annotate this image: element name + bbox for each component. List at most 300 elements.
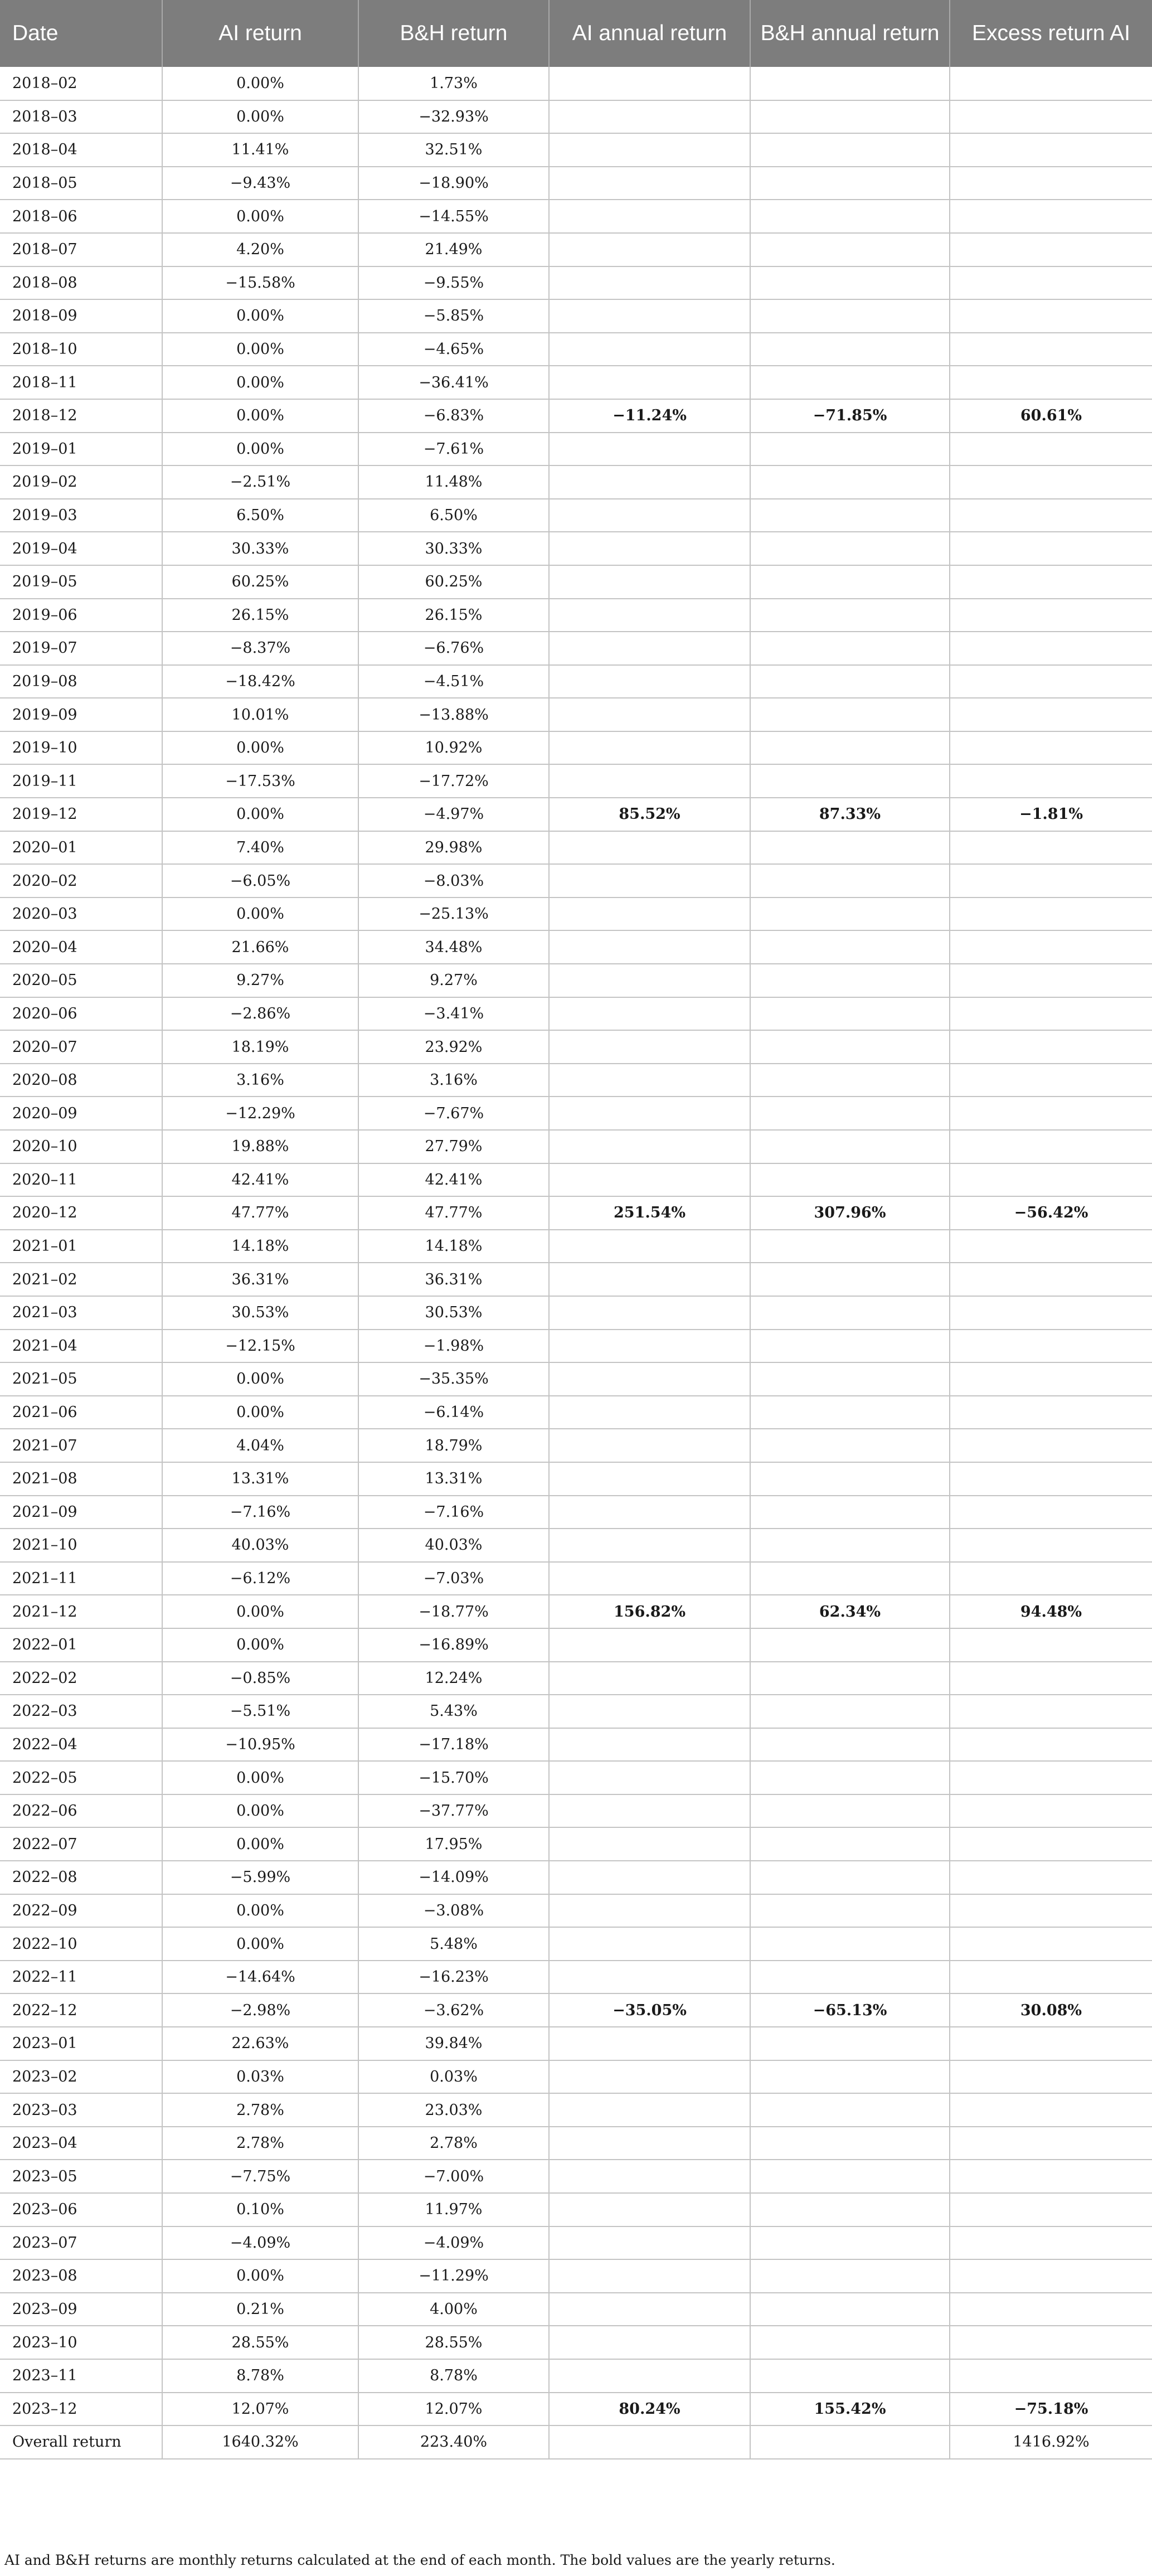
- cell-ai-annual-return: [549, 1695, 750, 1728]
- table-row: [0, 1097, 1152, 1130]
- cell-ai-annual-return: [549, 2326, 750, 2359]
- cell-bh-return: 13.31%: [358, 1462, 549, 1496]
- table-row: [0, 2127, 1152, 2160]
- cell-ai-return: 11.41%: [162, 133, 358, 167]
- cell-excess-return-ai: [950, 831, 1152, 865]
- cell-bh-annual-return: [750, 465, 950, 499]
- table-row: [0, 2226, 1152, 2260]
- cell-bh-return: −37.77%: [358, 1794, 549, 1828]
- cell-ai-return: −7.16%: [162, 1496, 358, 1529]
- cell-ai-annual-return: [549, 930, 750, 964]
- cell-bh-annual-return: [750, 898, 950, 931]
- cell-bh-annual-return: [750, 2127, 950, 2160]
- table-row: [0, 1130, 1152, 1163]
- cell-date: 2021–01: [0, 1230, 162, 1263]
- table-row: [0, 1894, 1152, 1928]
- cell-ai-annual-return: [549, 1761, 750, 1794]
- cell-ai-annual-return: [549, 1894, 750, 1928]
- cell-ai-annual-return: [549, 565, 750, 599]
- cell-excess-return-ai: [950, 864, 1152, 898]
- cell-excess-return-ai: [950, 2027, 1152, 2060]
- cell-excess-return-ai: [950, 1662, 1152, 1695]
- cell-bh-annual-return: [750, 2425, 950, 2459]
- cell-date: 2023–12: [0, 2393, 162, 2426]
- cell-ai-annual-return: [549, 100, 750, 134]
- cell-date: 2020–11: [0, 1163, 162, 1197]
- table-row: [0, 764, 1152, 798]
- table-row: [0, 1196, 1152, 1230]
- cell-bh-annual-return: [750, 964, 950, 997]
- cell-ai-annual-return: [549, 1230, 750, 1263]
- cell-excess-return-ai: [950, 1362, 1152, 1396]
- cell-date: 2018–03: [0, 100, 162, 134]
- cell-ai-return: 18.19%: [162, 1030, 358, 1064]
- cell-excess-return-ai: [950, 764, 1152, 798]
- table-header: [0, 0, 1152, 67]
- cell-bh-return: 29.98%: [358, 831, 549, 865]
- cell-ai-return: 8.78%: [162, 2359, 358, 2393]
- table-row: [0, 1330, 1152, 1363]
- cell-date: 2022–10: [0, 1927, 162, 1961]
- header-row: [0, 0, 1152, 67]
- cell-excess-return-ai: [950, 333, 1152, 366]
- cell-bh-return: −18.77%: [358, 1595, 549, 1628]
- cell-bh-annual-return: [750, 67, 950, 100]
- cell-ai-annual-return: [549, 964, 750, 997]
- cell-bh-return: −6.83%: [358, 399, 549, 433]
- table-row: [0, 798, 1152, 831]
- cell-ai-return: 0.00%: [162, 299, 358, 333]
- cell-excess-return-ai: [950, 1761, 1152, 1794]
- cell-ai-annual-return: [549, 167, 750, 200]
- cell-bh-annual-return: [750, 133, 950, 167]
- cell-ai-annual-return: [549, 2226, 750, 2260]
- cell-date: 2021–07: [0, 1429, 162, 1462]
- cell-excess-return-ai: [950, 665, 1152, 698]
- cell-bh-return: −5.85%: [358, 299, 549, 333]
- table-row: [0, 1362, 1152, 1396]
- cell-ai-annual-return: [549, 499, 750, 532]
- cell-bh-return: −7.61%: [358, 433, 549, 466]
- cell-ai-annual-return: [549, 2359, 750, 2393]
- cell-excess-return-ai: [950, 1097, 1152, 1130]
- cell-date: 2020–08: [0, 1064, 162, 1097]
- cell-bh-return: 12.24%: [358, 1662, 549, 1695]
- cell-ai-return: 0.00%: [162, 200, 358, 233]
- cell-bh-return: 21.49%: [358, 233, 549, 266]
- cell-ai-annual-return: [549, 1728, 750, 1762]
- cell-bh-annual-return: [750, 1362, 950, 1396]
- cell-bh-return: 39.84%: [358, 2027, 549, 2060]
- cell-bh-return: 11.97%: [358, 2193, 549, 2226]
- cell-ai-annual-return: [549, 997, 750, 1031]
- cell-bh-annual-return: [750, 2326, 950, 2359]
- cell-ai-return: 10.01%: [162, 698, 358, 731]
- cell-date: 2019–09: [0, 698, 162, 731]
- cell-date: 2020–09: [0, 1097, 162, 1130]
- cell-ai-return: 28.55%: [162, 2326, 358, 2359]
- cell-date: 2021–03: [0, 1296, 162, 1330]
- cell-bh-return: 42.41%: [358, 1163, 549, 1197]
- cell-bh-annual-return: [750, 532, 950, 565]
- header-ai-return: AI return: [162, 0, 358, 67]
- table-row: [0, 2293, 1152, 2326]
- cell-ai-annual-return: 156.82%: [549, 1595, 750, 1628]
- table-row: [0, 299, 1152, 333]
- cell-excess-return-ai: [950, 2259, 1152, 2293]
- cell-bh-return: 17.95%: [358, 1827, 549, 1861]
- cell-ai-return: 0.00%: [162, 898, 358, 931]
- cell-ai-annual-return: [549, 1529, 750, 1562]
- cell-ai-annual-return: [549, 1794, 750, 1828]
- cell-excess-return-ai: [950, 1794, 1152, 1828]
- cell-ai-annual-return: [549, 433, 750, 466]
- cell-excess-return-ai: [950, 632, 1152, 665]
- cell-bh-return: −7.16%: [358, 1496, 549, 1529]
- cell-ai-return: 36.31%: [162, 1263, 358, 1296]
- cell-date: 2019–06: [0, 599, 162, 632]
- cell-date: 2018–04: [0, 133, 162, 167]
- table-row: [0, 333, 1152, 366]
- cell-bh-return: 30.53%: [358, 1296, 549, 1330]
- cell-ai-return: 0.00%: [162, 798, 358, 831]
- cell-excess-return-ai: [950, 1462, 1152, 1496]
- cell-excess-return-ai: [950, 67, 1152, 100]
- cell-bh-return: 223.40%: [358, 2425, 549, 2459]
- cell-bh-return: −6.14%: [358, 1396, 549, 1429]
- cell-excess-return-ai: 60.61%: [950, 399, 1152, 433]
- cell-ai-return: 0.00%: [162, 433, 358, 466]
- cell-ai-return: 9.27%: [162, 964, 358, 997]
- table-row: [0, 1296, 1152, 1330]
- cell-ai-annual-return: [549, 1462, 750, 1496]
- cell-bh-return: 40.03%: [358, 1529, 549, 1562]
- cell-ai-return: 0.00%: [162, 399, 358, 433]
- cell-date: 2020–01: [0, 831, 162, 865]
- cell-excess-return-ai: [950, 1429, 1152, 1462]
- cell-date: 2018–06: [0, 200, 162, 233]
- cell-ai-annual-return: [549, 1030, 750, 1064]
- cell-ai-annual-return: [549, 599, 750, 632]
- cell-bh-return: −1.98%: [358, 1330, 549, 1363]
- cell-ai-return: −17.53%: [162, 764, 358, 798]
- cell-excess-return-ai: [950, 2160, 1152, 2193]
- cell-date: 2019–12: [0, 798, 162, 831]
- cell-ai-return: 0.00%: [162, 1628, 358, 1662]
- cell-ai-return: −12.29%: [162, 1097, 358, 1130]
- cell-date: 2021–12: [0, 1595, 162, 1628]
- cell-ai-return: 0.00%: [162, 1396, 358, 1429]
- cell-date: 2023–04: [0, 2127, 162, 2160]
- cell-bh-annual-return: [750, 1662, 950, 1695]
- cell-ai-annual-return: [549, 1396, 750, 1429]
- cell-bh-annual-return: [750, 2060, 950, 2094]
- cell-ai-return: −6.12%: [162, 1562, 358, 1595]
- cell-bh-return: −14.55%: [358, 200, 549, 233]
- cell-excess-return-ai: [950, 200, 1152, 233]
- cell-excess-return-ai: [950, 433, 1152, 466]
- cell-excess-return-ai: [950, 1163, 1152, 1197]
- cell-bh-return: −4.51%: [358, 665, 549, 698]
- cell-bh-annual-return: [750, 167, 950, 200]
- cell-bh-annual-return: [750, 1927, 950, 1961]
- cell-ai-annual-return: [549, 1628, 750, 1662]
- cell-ai-annual-return: [549, 1263, 750, 1296]
- table-row: [0, 1595, 1152, 1628]
- cell-bh-annual-return: [750, 764, 950, 798]
- cell-date: 2023–11: [0, 2359, 162, 2393]
- cell-bh-annual-return: [750, 1296, 950, 1330]
- cell-ai-annual-return: [549, 2193, 750, 2226]
- cell-date: 2018–10: [0, 333, 162, 366]
- cell-bh-annual-return: [750, 1562, 950, 1595]
- cell-bh-return: −14.09%: [358, 1861, 549, 1894]
- cell-date: 2022–03: [0, 1695, 162, 1728]
- cell-excess-return-ai: [950, 366, 1152, 399]
- cell-date: Overall return: [0, 2425, 162, 2459]
- cell-date: 2019–11: [0, 764, 162, 798]
- table-row: [0, 2425, 1152, 2459]
- cell-bh-annual-return: [750, 665, 950, 698]
- cell-date: 2019–01: [0, 433, 162, 466]
- cell-date: 2020–04: [0, 930, 162, 964]
- cell-ai-return: 0.00%: [162, 1595, 358, 1628]
- cell-bh-annual-return: [750, 1429, 950, 1462]
- cell-excess-return-ai: [950, 1728, 1152, 1762]
- cell-ai-annual-return: [549, 2093, 750, 2127]
- cell-bh-annual-return: [750, 499, 950, 532]
- cell-ai-annual-return: 251.54%: [549, 1196, 750, 1230]
- cell-ai-return: 0.00%: [162, 1794, 358, 1828]
- cell-date: 2019–10: [0, 731, 162, 765]
- cell-bh-return: 0.03%: [358, 2060, 549, 2094]
- cell-bh-return: −4.09%: [358, 2226, 549, 2260]
- cell-date: 2021–02: [0, 1263, 162, 1296]
- cell-bh-return: 34.48%: [358, 930, 549, 964]
- cell-bh-annual-return: [750, 1861, 950, 1894]
- cell-bh-annual-return: [750, 1163, 950, 1197]
- cell-date: 2023–10: [0, 2326, 162, 2359]
- table-row: [0, 1163, 1152, 1197]
- cell-ai-return: −0.85%: [162, 1662, 358, 1695]
- cell-excess-return-ai: [950, 1396, 1152, 1429]
- cell-bh-annual-return: [750, 1695, 950, 1728]
- cell-date: 2020–10: [0, 1130, 162, 1163]
- cell-bh-return: 4.00%: [358, 2293, 549, 2326]
- table-row: [0, 2326, 1152, 2359]
- cell-excess-return-ai: [950, 1230, 1152, 1263]
- cell-bh-annual-return: [750, 2093, 950, 2127]
- table-row: [0, 665, 1152, 698]
- cell-bh-return: 26.15%: [358, 599, 549, 632]
- cell-ai-return: −2.86%: [162, 997, 358, 1031]
- table-row: [0, 2193, 1152, 2226]
- cell-bh-return: 27.79%: [358, 1130, 549, 1163]
- cell-date: 2019–04: [0, 532, 162, 565]
- header-date: Date: [0, 0, 162, 67]
- cell-ai-annual-return: [549, 898, 750, 931]
- cell-excess-return-ai: [950, 565, 1152, 599]
- table-row: [0, 565, 1152, 599]
- cell-bh-return: 5.48%: [358, 1927, 549, 1961]
- table-row: [0, 1030, 1152, 1064]
- cell-bh-return: 18.79%: [358, 1429, 549, 1462]
- cell-ai-annual-return: [549, 632, 750, 665]
- table-row: [0, 997, 1152, 1031]
- table-row: [0, 2359, 1152, 2393]
- cell-bh-annual-return: [750, 1330, 950, 1363]
- cell-bh-annual-return: [750, 366, 950, 399]
- cell-ai-annual-return: [549, 366, 750, 399]
- cell-date: 2022–06: [0, 1794, 162, 1828]
- cell-ai-return: 30.33%: [162, 532, 358, 565]
- cell-ai-return: 30.53%: [162, 1296, 358, 1330]
- cell-ai-return: 13.31%: [162, 1462, 358, 1496]
- table-row: [0, 1562, 1152, 1595]
- cell-bh-annual-return: [750, 1827, 950, 1861]
- cell-date: 2021–08: [0, 1462, 162, 1496]
- cell-ai-return: −5.51%: [162, 1695, 358, 1728]
- cell-bh-annual-return: [750, 100, 950, 134]
- cell-bh-return: 1.73%: [358, 67, 549, 100]
- table-row: [0, 1827, 1152, 1861]
- cell-date: 2018–05: [0, 167, 162, 200]
- table-row: [0, 930, 1152, 964]
- table-body: [0, 67, 1152, 2459]
- cell-date: 2022–02: [0, 1662, 162, 1695]
- cell-ai-annual-return: [549, 2293, 750, 2326]
- cell-bh-annual-return: [750, 433, 950, 466]
- cell-ai-return: 22.63%: [162, 2027, 358, 2060]
- cell-bh-return: 32.51%: [358, 133, 549, 167]
- cell-date: 2019–05: [0, 565, 162, 599]
- table-row: [0, 1927, 1152, 1961]
- cell-excess-return-ai: −75.18%: [950, 2393, 1152, 2426]
- cell-ai-return: 0.00%: [162, 366, 358, 399]
- cell-excess-return-ai: [950, 1927, 1152, 1961]
- cell-excess-return-ai: [950, 1030, 1152, 1064]
- cell-ai-return: −18.42%: [162, 665, 358, 698]
- cell-ai-return: 0.00%: [162, 1362, 358, 1396]
- cell-excess-return-ai: [950, 1064, 1152, 1097]
- cell-ai-annual-return: [549, 133, 750, 167]
- cell-ai-return: 26.15%: [162, 599, 358, 632]
- cell-bh-annual-return: [750, 1728, 950, 1762]
- cell-excess-return-ai: −1.81%: [950, 798, 1152, 831]
- cell-ai-annual-return: [549, 1827, 750, 1861]
- table-row: [0, 831, 1152, 865]
- table-row: [0, 731, 1152, 765]
- cell-excess-return-ai: [950, 1894, 1152, 1928]
- cell-date: 2022–12: [0, 1993, 162, 2027]
- table-row: [0, 433, 1152, 466]
- table-row: [0, 1628, 1152, 1662]
- cell-ai-annual-return: [549, 465, 750, 499]
- table-row: [0, 1064, 1152, 1097]
- cell-excess-return-ai: [950, 1961, 1152, 1994]
- cell-excess-return-ai: [950, 266, 1152, 300]
- table-row: [0, 2027, 1152, 2060]
- cell-ai-annual-return: [549, 1130, 750, 1163]
- table-row: [0, 2259, 1152, 2293]
- cell-date: 2019–03: [0, 499, 162, 532]
- table-row: [0, 399, 1152, 433]
- table-row: [0, 632, 1152, 665]
- cell-bh-return: −6.76%: [358, 632, 549, 665]
- cell-date: 2023–05: [0, 2160, 162, 2193]
- cell-excess-return-ai: [950, 2359, 1152, 2393]
- cell-ai-annual-return: [549, 1097, 750, 1130]
- cell-date: 2018–08: [0, 266, 162, 300]
- cell-ai-return: −4.09%: [162, 2226, 358, 2260]
- cell-bh-annual-return: [750, 1462, 950, 1496]
- cell-ai-annual-return: [549, 2060, 750, 2094]
- cell-bh-return: −17.72%: [358, 764, 549, 798]
- cell-bh-return: 8.78%: [358, 2359, 549, 2393]
- cell-ai-return: −7.75%: [162, 2160, 358, 2193]
- cell-bh-return: −25.13%: [358, 898, 549, 931]
- cell-date: 2020–07: [0, 1030, 162, 1064]
- header-ai-annual-return: AI annual return: [549, 0, 750, 67]
- cell-bh-return: 3.16%: [358, 1064, 549, 1097]
- cell-bh-annual-return: [750, 200, 950, 233]
- cell-excess-return-ai: [950, 1263, 1152, 1296]
- table-row: [0, 1695, 1152, 1728]
- cell-bh-annual-return: [750, 864, 950, 898]
- cell-ai-return: 0.00%: [162, 1761, 358, 1794]
- cell-bh-return: −3.08%: [358, 1894, 549, 1928]
- table-row: [0, 465, 1152, 499]
- cell-bh-annual-return: [750, 930, 950, 964]
- cell-bh-annual-return: [750, 2193, 950, 2226]
- cell-ai-return: 12.07%: [162, 2393, 358, 2426]
- cell-date: 2022–08: [0, 1861, 162, 1894]
- cell-bh-return: −17.18%: [358, 1728, 549, 1762]
- cell-ai-return: 4.04%: [162, 1429, 358, 1462]
- cell-bh-annual-return: [750, 233, 950, 266]
- cell-bh-return: 28.55%: [358, 2326, 549, 2359]
- cell-bh-return: −18.90%: [358, 167, 549, 200]
- table-row: [0, 2160, 1152, 2193]
- cell-bh-annual-return: [750, 333, 950, 366]
- cell-bh-annual-return: [750, 1628, 950, 1662]
- cell-date: 2020–06: [0, 997, 162, 1031]
- cell-bh-return: −4.97%: [358, 798, 549, 831]
- table-row: [0, 2060, 1152, 2094]
- cell-bh-return: −7.67%: [358, 1097, 549, 1130]
- cell-bh-annual-return: [750, 1761, 950, 1794]
- cell-ai-return: 0.00%: [162, 1927, 358, 1961]
- cell-ai-annual-return: −11.24%: [549, 399, 750, 433]
- table-row: [0, 266, 1152, 300]
- cell-bh-return: −7.03%: [358, 1562, 549, 1595]
- cell-excess-return-ai: [950, 299, 1152, 333]
- cell-bh-annual-return: [750, 997, 950, 1031]
- cell-bh-return: 14.18%: [358, 1230, 549, 1263]
- cell-ai-return: 2.78%: [162, 2127, 358, 2160]
- cell-bh-annual-return: [750, 698, 950, 731]
- cell-bh-return: −16.89%: [358, 1628, 549, 1662]
- table-row: [0, 2093, 1152, 2127]
- table-row: [0, 1794, 1152, 1828]
- cell-ai-annual-return: 80.24%: [549, 2393, 750, 2426]
- cell-ai-annual-return: [549, 864, 750, 898]
- cell-bh-annual-return: [750, 299, 950, 333]
- cell-date: 2020–03: [0, 898, 162, 931]
- cell-excess-return-ai: [950, 1130, 1152, 1163]
- table-row: [0, 366, 1152, 399]
- cell-ai-return: 42.41%: [162, 1163, 358, 1197]
